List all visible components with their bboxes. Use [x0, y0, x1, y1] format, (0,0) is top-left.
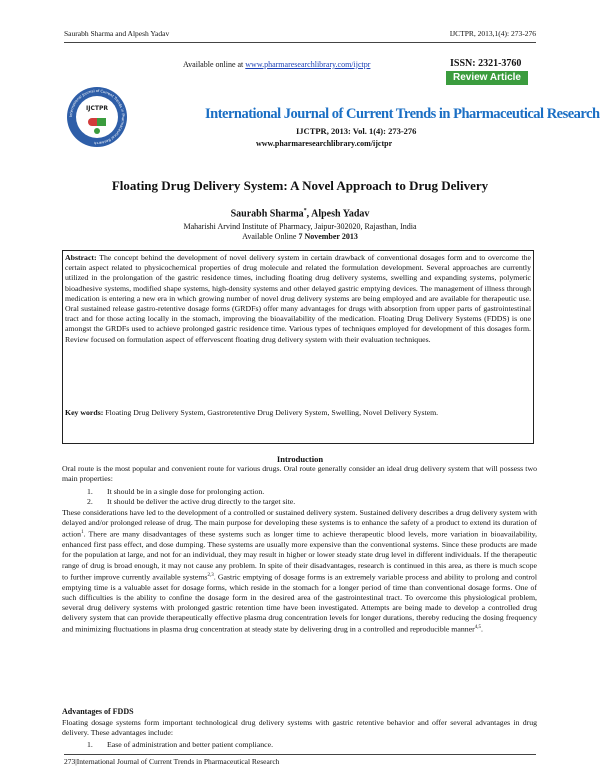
list-item-number: 2.: [87, 497, 93, 506]
introduction-paragraph-1: Oral route is the most popular and convenient route for various drugs. Oral route generally consider an ideal drug delivery system that will possess two main properties:: [62, 464, 537, 484]
journal-logo: [66, 86, 128, 148]
para2-part-d: .: [480, 625, 483, 635]
advantages-heading: Advantages of FDDS: [62, 707, 134, 716]
page-footer: 273|International Journal of Current Trends in Pharmaceutical Research: [64, 757, 280, 766]
available-online: [0, 232, 600, 241]
logo-capsule-half: [97, 118, 106, 126]
journal-url-link[interactable]: www.pharmaresearchlibrary.com/ijctpr: [245, 60, 371, 69]
journal-title: International Journal of Current Trends in Pharmaceutical Research: [205, 106, 600, 122]
running-head-authors: Saurabh Sharma and Alpesh Yadav: [64, 29, 170, 38]
issn: ISSN: 2321-3760: [450, 58, 522, 69]
logo-text: IJCTPR: [86, 105, 108, 112]
abstract-label: Abstract:: [65, 253, 97, 262]
advantages-paragraph: Floating dosage systems form important technological drug delivery systems with gastric retentive behavior and offer several advantages in drug delivery. These advantages include:: [62, 718, 537, 738]
list-item: [87, 487, 264, 496]
author-1: Saurabh Sharma: [230, 208, 304, 220]
list-item-number: 1.: [87, 740, 93, 749]
list-item-text: Ease of administration and better patient compliance.: [107, 740, 274, 749]
article-title: Floating Drug Delivery System: A Novel Approach to Drug Delivery: [111, 178, 489, 193]
logo-pill-icon: [94, 128, 100, 134]
availability-line: [183, 60, 370, 69]
abstract-text: The concept behind the development of novel delivery system in certain drawback of conventional dosages form and to overcome the certain aspect related to physicochemical properties of drug molecule and related the formulation development. Several approaches are currently utilized in the prolongation of the gastric residence times, including floating drug delivery systems, swelling and expanding systems, polymeric bioadhesive systems, modified shape systems, high-density systems and other delayed gastric emptying devices. The management of illness through medication is entering a new era in which growing number of novel drug delivery systems are being employed and are available for therapeutic use. Oral sustained release gastro-retentive dosage forms (GRDFs) offer many advantages for drugs with absorption from upper parts of gastrointestinal tract and for those acting locally in the stomach, improving the bioavailability of the medication. Floating Drug Delivery Systems (FDDS) is one amongst the GRDFs used to achieve prolonged gastric residence time. Various types of techniques employed for development of this dosages form. Review focused on formulation aspect of effervescent floating drug delivery system with their evaluation techniques.: [65, 253, 531, 344]
online-date: 7 November 2013: [298, 232, 358, 241]
abstract: [65, 253, 531, 345]
list-item: [87, 740, 273, 749]
header-rule: [64, 42, 536, 43]
para2-part-b: . There are many disadvantages of these systems such as longer time to achieve therapeutic blood levels, more variation in bioavailability, enhanced first pass effect, and dose dumping. These systems are usually more expensive than the conventional systems. Since these products are made for the population at large, and not for an individual, they may result in higher or lower steady state drug level in different individuals. If the therapeutic range of drug is broad enough, it may not cause any problem. In spite of their disadvantages, research is continued in this area, as there is much scope to further improve currently available systems: [62, 530, 537, 582]
article-authors: [0, 208, 600, 219]
keywords: [65, 408, 531, 418]
keywords-text: Floating Drug Delivery System, Gastroretentive Drug Delivery System, Swelling, Novel Delivery System.: [103, 408, 439, 417]
para2-part-c: . Gastric emptying of dosage forms is an extremely variable process and ability to prolong and control emptying time is a valuable asset for dosage forms, which reside in the stomach for a longer period of time than conventional dosage forms. One of such difficulties is the ability to confine the dosage form in the desired area of the gastrointestinal tract. To overcome this physiological problem, several drug delivery systems with prolonged gastric retention time have been investigated. Attempts are being made to develop a controlled drug delivery system that can provide therapeutically effective plasma drug concentration levels for longer durations, thereby reducing the dosing frequency and minimizing fluctuations in plasma drug concentration at steady state by delivering drug in a controlled and reproducible manner: [62, 572, 537, 635]
list-item: [87, 497, 295, 506]
citation-ref: 1: [81, 530, 84, 536]
keywords-label: Key words:: [65, 408, 104, 417]
logo-ring-text: International Journal of Current Trends in Pharmaceutical Research: [68, 88, 126, 146]
footer-rule: [64, 754, 536, 755]
running-head-citation: IJCTPR, 2013,1(4): 273-276: [449, 29, 536, 38]
online-prefix: Available Online: [242, 232, 299, 241]
citation-ref: 2,3: [207, 572, 214, 578]
corresponding-mark: *: [303, 208, 307, 214]
introduction-paragraph-2: [62, 508, 537, 635]
availability-prefix: Available online at: [183, 60, 244, 69]
author-2: , Alpesh Yadav: [306, 208, 370, 220]
journal-site: www.pharmaresearchlibrary.com/ijctpr: [256, 139, 393, 148]
list-item-number: 1.: [87, 487, 93, 496]
journal-citation: IJCTPR, 2013: Vol. 1(4): 273-276: [296, 126, 417, 136]
affiliation: Maharishi Arvind Institute of Pharmacy, Jaipur-302020, Rajasthan, India: [183, 222, 417, 231]
list-item-text: It should be in a single dose for prolonging action.: [107, 487, 265, 496]
review-article-badge: Review Article: [446, 71, 528, 85]
list-item-text: It should be deliver the active drug directly to the target site.: [107, 497, 296, 506]
citation-ref: 4,5: [474, 625, 481, 631]
para2-part-a: These considerations have led to the development of a controlled or sustained delivery system. Sustained delivery describes a drug delivery system with delayed and/or prolonged release of drug. The main purpose for developing these systems is to enhance the safety of a product to extend its duration of action: [62, 508, 537, 539]
introduction-heading: Introduction: [276, 454, 324, 464]
